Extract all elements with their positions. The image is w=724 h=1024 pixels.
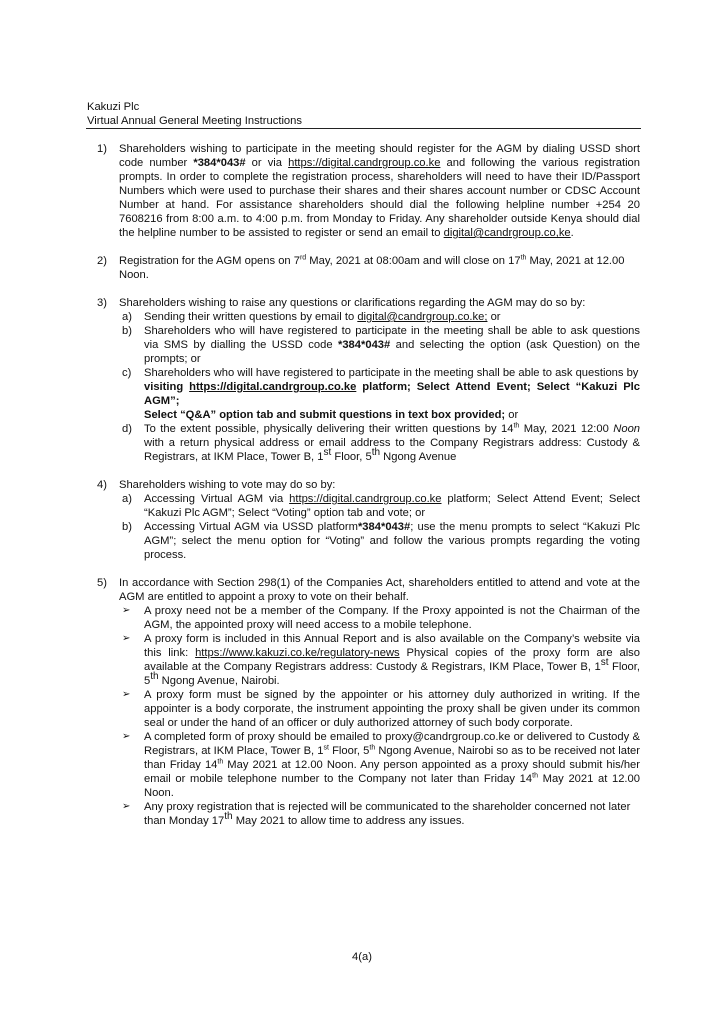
- item-number: 2): [97, 255, 107, 267]
- item-text: May, 2021 at 12.00 Noon.: [119, 255, 625, 281]
- subitem-text: May, 2021 12:00: [519, 423, 614, 435]
- ordinal-suffix: th: [150, 671, 159, 682]
- instruction-item-2: [87, 254, 640, 282]
- header-divider: [86, 128, 641, 129]
- ussd-code: *384*043#: [357, 521, 411, 533]
- item-number: 4): [97, 479, 107, 491]
- ordinal-suffix: th: [369, 744, 376, 752]
- arrow-bullet-icon: ➢: [122, 801, 131, 812]
- ordinal-suffix: th: [520, 254, 527, 262]
- document-title: Virtual Annual General Meeting Instructions: [87, 115, 302, 127]
- ordinal-suffix: th: [217, 758, 224, 766]
- item-text: .: [570, 227, 574, 239]
- arrow-bullet-icon: ➢: [122, 633, 131, 644]
- proxy-bullet-5: [119, 800, 640, 828]
- questions-email-link[interactable]: digital@candrgroup.co.ke;: [357, 311, 488, 323]
- subitem-text: ; use the menu prompts to select “Kakuzi Plc AGM”; select the menu option for “Voting” and follow the various prompts regarding the voting process.: [144, 521, 640, 561]
- regulatory-news-link[interactable]: https://www.kakuzi.co.ke/regulatory-news: [195, 647, 400, 659]
- ordinal-suffix: th: [224, 811, 233, 822]
- subitem-text: Shareholders who will have registered to participate in the meeting shall be able to ask questions by: [144, 367, 639, 379]
- proxy-bullet-4: [119, 730, 640, 800]
- subitem-label: b): [122, 521, 132, 533]
- item-intro: In accordance with Section 298(1) of the Companies Act, shareholders entitled to attend and vote at the AGM are entitled to appoint a proxy to vote on their behalf.: [119, 577, 640, 603]
- ordinal-suffix: th: [371, 447, 381, 458]
- italic-text: Noon: [613, 423, 641, 435]
- item-number: 1): [97, 143, 107, 155]
- bullet-text: Floor, 5: [144, 661, 640, 687]
- subitem-label: c): [122, 367, 132, 379]
- ordinal-suffix: th: [513, 422, 520, 430]
- registration-link[interactable]: https://digital.candrgroup.co.ke: [288, 157, 441, 169]
- bullet-text: Physical copies of the proxy form are also available at the Company Registrars address: Custody & Registrars, IKM Place, Tower B, 1: [144, 647, 641, 673]
- subitem-a: [119, 310, 640, 324]
- subitem-label: d): [122, 423, 132, 435]
- bold-text: Select “Q&A” option tab and submit questions in text box provided;: [144, 409, 506, 421]
- subitem-text: or: [487, 311, 501, 323]
- item-text: May, 2021 at 08:00am and will close on 17: [306, 255, 521, 267]
- item-text: or via: [245, 157, 289, 169]
- voting-platform-link[interactable]: https://digital.candrgroup.co.ke: [289, 493, 442, 505]
- platform-link[interactable]: https://digital.candrgroup.co.ke: [189, 381, 357, 393]
- item-intro: Shareholders wishing to vote may do so by:: [119, 479, 336, 491]
- bullet-text: A proxy need not be a member of the Company. If the Proxy appointed is not the Chairman of the AGM, the appointed proxy will need access to a mobile telephone.: [144, 605, 640, 631]
- item-intro: Shareholders wishing to raise any questions or clarifications regarding the AGM may do so by:: [119, 297, 586, 309]
- bullet-text: May 2021 at 12.00 Noon. Any person appointed as a proxy should submit his/her email or mobile telephone number to the Company not later than Friday 14: [144, 759, 640, 785]
- instruction-item-3: [87, 296, 640, 464]
- bullet-text: A proxy form must be signed by the appointer or his attorney duly authorized in writing. If the appointer is a body corporate, the instrument appointing the proxy shall be given under its common seal or under the hand of an officer or duly authorized attorney of such body corporate.: [144, 689, 640, 729]
- instruction-item-1: [87, 142, 640, 240]
- item-number: 3): [97, 297, 107, 309]
- arrow-bullet-icon: ➢: [122, 689, 131, 700]
- bullet-text: Ngong Avenue, Nairobi so as to be received not later than Friday 14: [144, 745, 640, 771]
- bullet-text: May 2021 at 12.00 Noon.: [144, 773, 640, 799]
- subitem-text: Shareholders who will have registered to participate in the meeting shall be able to ask questions via SMS by dialling the USSD code: [144, 325, 640, 351]
- instructions-list: [87, 142, 640, 842]
- ordinal-suffix: st: [323, 744, 329, 752]
- ordinal-suffix: st: [600, 657, 609, 668]
- subitem-text: with a return physical address or email address to the Company Registrars address: Custody & Registrars, at IKM Place, Tower B, 1: [144, 437, 640, 463]
- item-text: and following the various registration prompts. In order to complete the registration process, shareholders will need to have their ID/Passport Numbers which were used to purchase their shares and their shares account number or CDSC Account Number at hand. For assistance shareholders should dial the following helpline number +254 20 7608216 from 8:00 a.m. to 4:00 p.m. from Monday to Friday. Any shareholder outside Kenya should dial the helpline number to be assisted to register or send an email to: [119, 157, 640, 239]
- support-email-link[interactable]: digital@candrgroup.co,ke: [443, 227, 571, 239]
- subitem-text: Ngong Avenue: [380, 451, 457, 463]
- subitem-bold-instructions: [144, 380, 640, 408]
- subitem-text: Accessing Virtual AGM via: [144, 493, 290, 505]
- ordinal-suffix: st: [323, 447, 332, 458]
- subitem-text: and selecting the option (ask Question) on the prompts; or: [144, 339, 641, 365]
- bullet-text: A completed form of proxy should be emailed to proxy@candrgroup.co.ke or delivered to Custody & Registrars, at IKM Place, Tower B, 1: [144, 731, 640, 757]
- ordinal-suffix: rd: [299, 254, 307, 262]
- bold-text: platform; Select Attend Event; Select “Kakuzi Plc AGM”;: [144, 381, 641, 407]
- item-text: Registration for the AGM opens on 7: [119, 255, 300, 267]
- subitem-text: Floor, 5: [331, 451, 372, 463]
- subitem-text: Accessing Virtual AGM via USSD platform: [144, 521, 358, 533]
- bullet-text: Any proxy registration that is rejected will be communicated to the shareholder concerned not later than Monday 17: [144, 801, 631, 827]
- subitem-text: Sending their written questions by email to: [144, 311, 358, 323]
- proxy-bullet-1: [119, 604, 640, 632]
- page-number: 4(a): [352, 951, 372, 963]
- arrow-bullet-icon: ➢: [122, 605, 131, 616]
- bullet-text: A proxy form is included in this Annual Report and is also available on the Company’s website via this link:: [144, 633, 640, 659]
- company-name: Kakuzi Plc: [87, 101, 140, 113]
- proxy-bullet-2: [119, 632, 640, 688]
- instruction-item-5: [87, 576, 640, 828]
- bullet-text: Ngong Avenue, Nairobi.: [158, 675, 280, 687]
- subitem-b: [119, 324, 640, 366]
- item-text: Shareholders wishing to participate in the meeting should register for the AGM by dialing USSD short code number: [119, 143, 640, 169]
- page-header: [87, 100, 640, 128]
- ussd-code: *384*043#: [193, 157, 246, 169]
- bullet-text: Floor, 5: [328, 745, 370, 757]
- proxy-bullet-3: [119, 688, 640, 730]
- ordinal-suffix: th: [532, 772, 538, 780]
- subitem-text: To the extent possible, physically delivering their written questions by 14: [144, 423, 514, 435]
- subitem-a: [119, 492, 640, 520]
- subitem-c: [119, 366, 640, 422]
- subitem-d: [119, 422, 640, 464]
- subitem-label: a): [122, 493, 132, 505]
- subitem-text: platform; Select Attend Event; Select “Kakuzi Plc AGM”; Select “Voting” option tab and vote; or: [144, 493, 640, 519]
- arrow-bullet-icon: ➢: [122, 731, 131, 742]
- ussd-code: *384*043#: [337, 339, 391, 351]
- subitem-label: a): [122, 311, 132, 323]
- subitem-text: or: [505, 409, 519, 421]
- instruction-item-4: [87, 478, 640, 562]
- item-number: 5): [97, 577, 107, 589]
- subitem-label: b): [122, 325, 132, 337]
- bold-text: visiting: [144, 381, 190, 393]
- subitem-b: [119, 520, 640, 562]
- bullet-text: May 2021 to allow time to address any issues.: [232, 815, 465, 827]
